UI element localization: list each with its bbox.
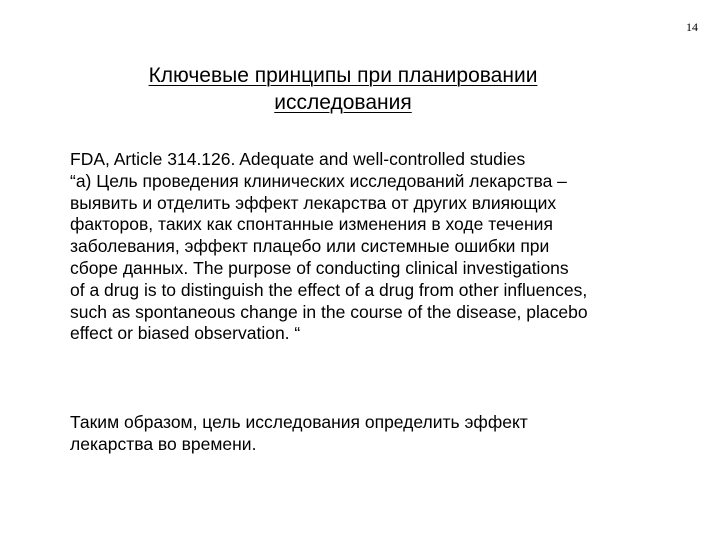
page-title-line: исследования xyxy=(274,91,412,114)
page-title-line: Ключевые принципы при планировании xyxy=(148,64,538,87)
page-title xyxy=(0,62,686,116)
citation-text-line: “a) Цель проведения клинических исследований лекарства – xyxy=(70,170,567,191)
conclusion-text-line: Таким образом, цель исследования определить эффект xyxy=(70,412,528,432)
citation-text-line: such as spontaneous change in the course of the disease, placebo xyxy=(70,301,588,322)
conclusion-paragraph xyxy=(70,412,690,456)
citation-text-line: effect or biased observation. “ xyxy=(70,323,301,344)
citation-text-line: выявить и отделить эффект лекарства от других влияющих xyxy=(70,192,557,213)
citation-source-line: FDA, Article 314.126. Adequate and well-controlled studies xyxy=(70,149,526,169)
citation-text-line: of a drug is to distinguish the effect of a drug from other influences, xyxy=(70,279,588,300)
page-number: 14 xyxy=(686,20,698,34)
citation-text-line: заболевания, эффект плацебо или системные ошибки при xyxy=(70,236,550,257)
citation-text-line: сборе данных. The purpose of conducting clinical investigations xyxy=(70,257,569,278)
conclusion-text-line: лекарства во времени. xyxy=(70,433,257,454)
citation-paragraph xyxy=(70,149,690,345)
citation-text-line: факторов, таких как спонтанные изменения в ходе течения xyxy=(70,214,553,235)
